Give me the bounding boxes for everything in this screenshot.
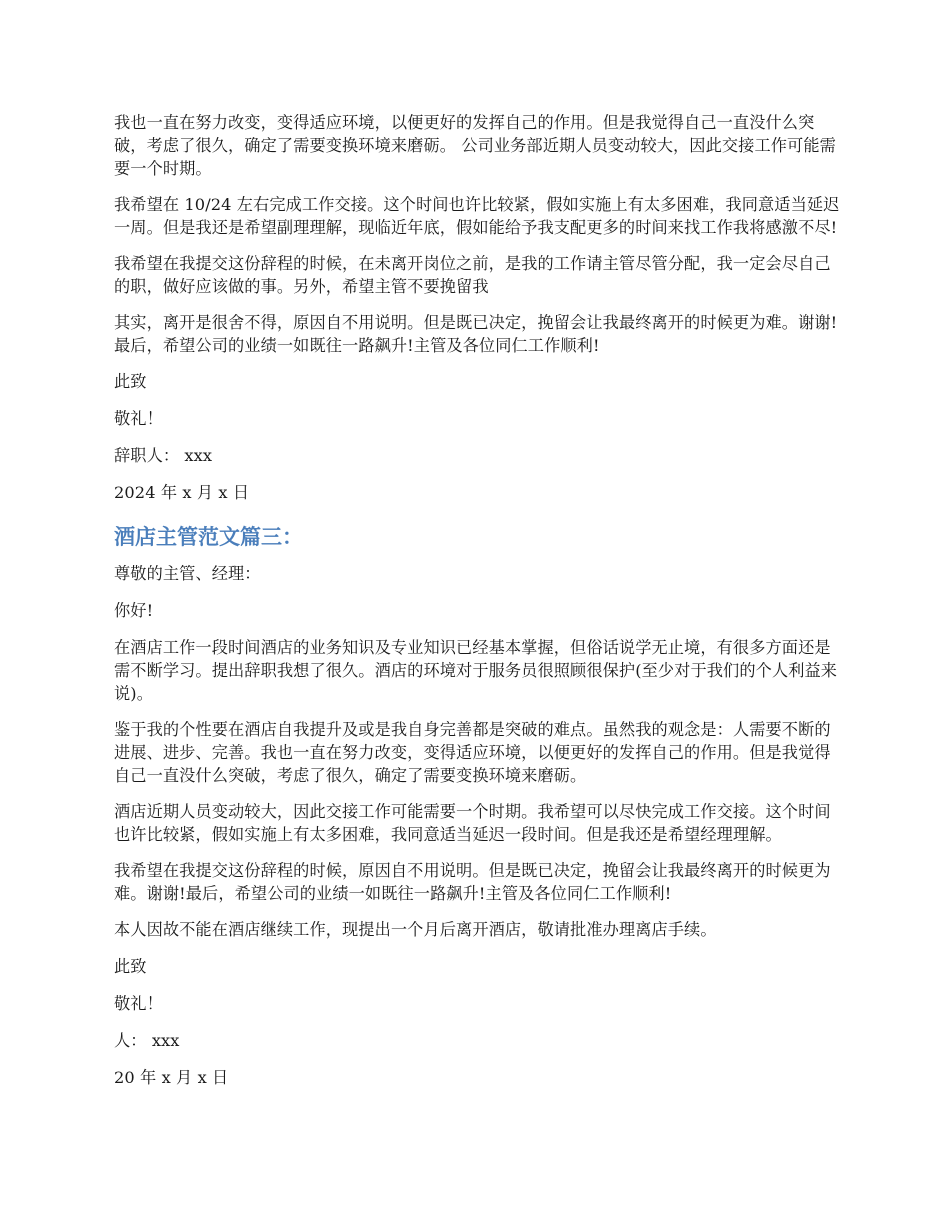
salutation: 敬礼！ <box>114 409 163 428</box>
paragraph: 我希望在我提交这份辞程的时候，在未离开岗位之前，是我的工作请主管尽管分配，我一定会尽自己的职，做好应该做的事。另外，希望主管不要挽留我 <box>114 254 831 296</box>
paragraph: 鉴于我的个性要在酒店自我提升及或是我自身完善都是突破的难点。虽然我的观念是：人需要不断的进展、进步、完善。我也一直在努力改变，变得适应环境，以便更好的发挥自己的作用。但是我觉得自己一直没什么突破，考虑了很久，确定了需要变换环境来磨砺。 <box>114 720 831 785</box>
section-heading: 酒店主管范文篇三： <box>114 525 303 549</box>
greeting-line: 你好! <box>114 601 154 620</box>
date-line: 2024 年 x 月 x 日 <box>114 483 250 502</box>
addressee-line: 尊敬的主管、经理： <box>114 564 261 583</box>
paragraph: 酒店近期人员变动较大，因此交接工作可能需要一个时期。我希望可以尽快完成工作交接。这个时间也许比较紧，假如实施上有太多困难，我同意适当延迟一段时间。但是我还是希望经理理解。 <box>114 802 831 844</box>
paragraph: 我也一直在努力改变，变得适应环境，以便更好的发挥自己的作用。但是我觉得自己一直没什么突破，考虑了很久，确定了需要变换环境来磨砺。 公司业务部近期人员变动较大，因此交接工作可能需要一个时期。 <box>114 113 836 178</box>
date-line: 20 年 x 月 x 日 <box>114 1068 229 1087</box>
paragraph: 我希望在 10/24 左右完成工作交接。这个时间也许比较紧，假如实施上有太多困难，我同意适当延迟一周。但是我还是希望副理理解，现临近年底，假如能给予我支配更多的时间来找工作我将感激不尽! <box>114 195 840 237</box>
paragraph: 其实，离开是很舍不得，原因自不用说明。但是既已决定，挽留会让我最终离开的时候更为难。谢谢!最后，希望公司的业绩一如既往一路飙升!主管及各位同仁工作顺利! <box>114 313 838 355</box>
closing-line: 此致 <box>114 372 147 391</box>
signer-line: 人： xxx <box>114 1031 180 1050</box>
closing-line: 此致 <box>114 957 147 976</box>
paragraph: 我希望在我提交这份辞程的时候，原因自不用说明。但是既已决定，挽留会让我最终离开的时候更为难。谢谢!最后，希望公司的业绩一如既往一路飙升!主管及各位同仁工作顺利! <box>114 861 831 903</box>
document-body <box>114 111 842 1103</box>
salutation: 敬礼！ <box>114 994 163 1013</box>
signer-line: 辞职人： xxx <box>114 446 213 465</box>
paragraph: 本人因故不能在酒店继续工作，现提出一个月后离开酒店，敬请批准办理离店手续。 <box>114 920 717 939</box>
paragraph: 在酒店工作一段时间酒店的业务知识及专业知识已经基本掌握，但俗话说学无止境，有很多方面还是需不断学习。提出辞职我想了很久。酒店的环境对于服务员很照顾很保护(至少对于我们的个人利益来说)。 <box>114 638 838 703</box>
